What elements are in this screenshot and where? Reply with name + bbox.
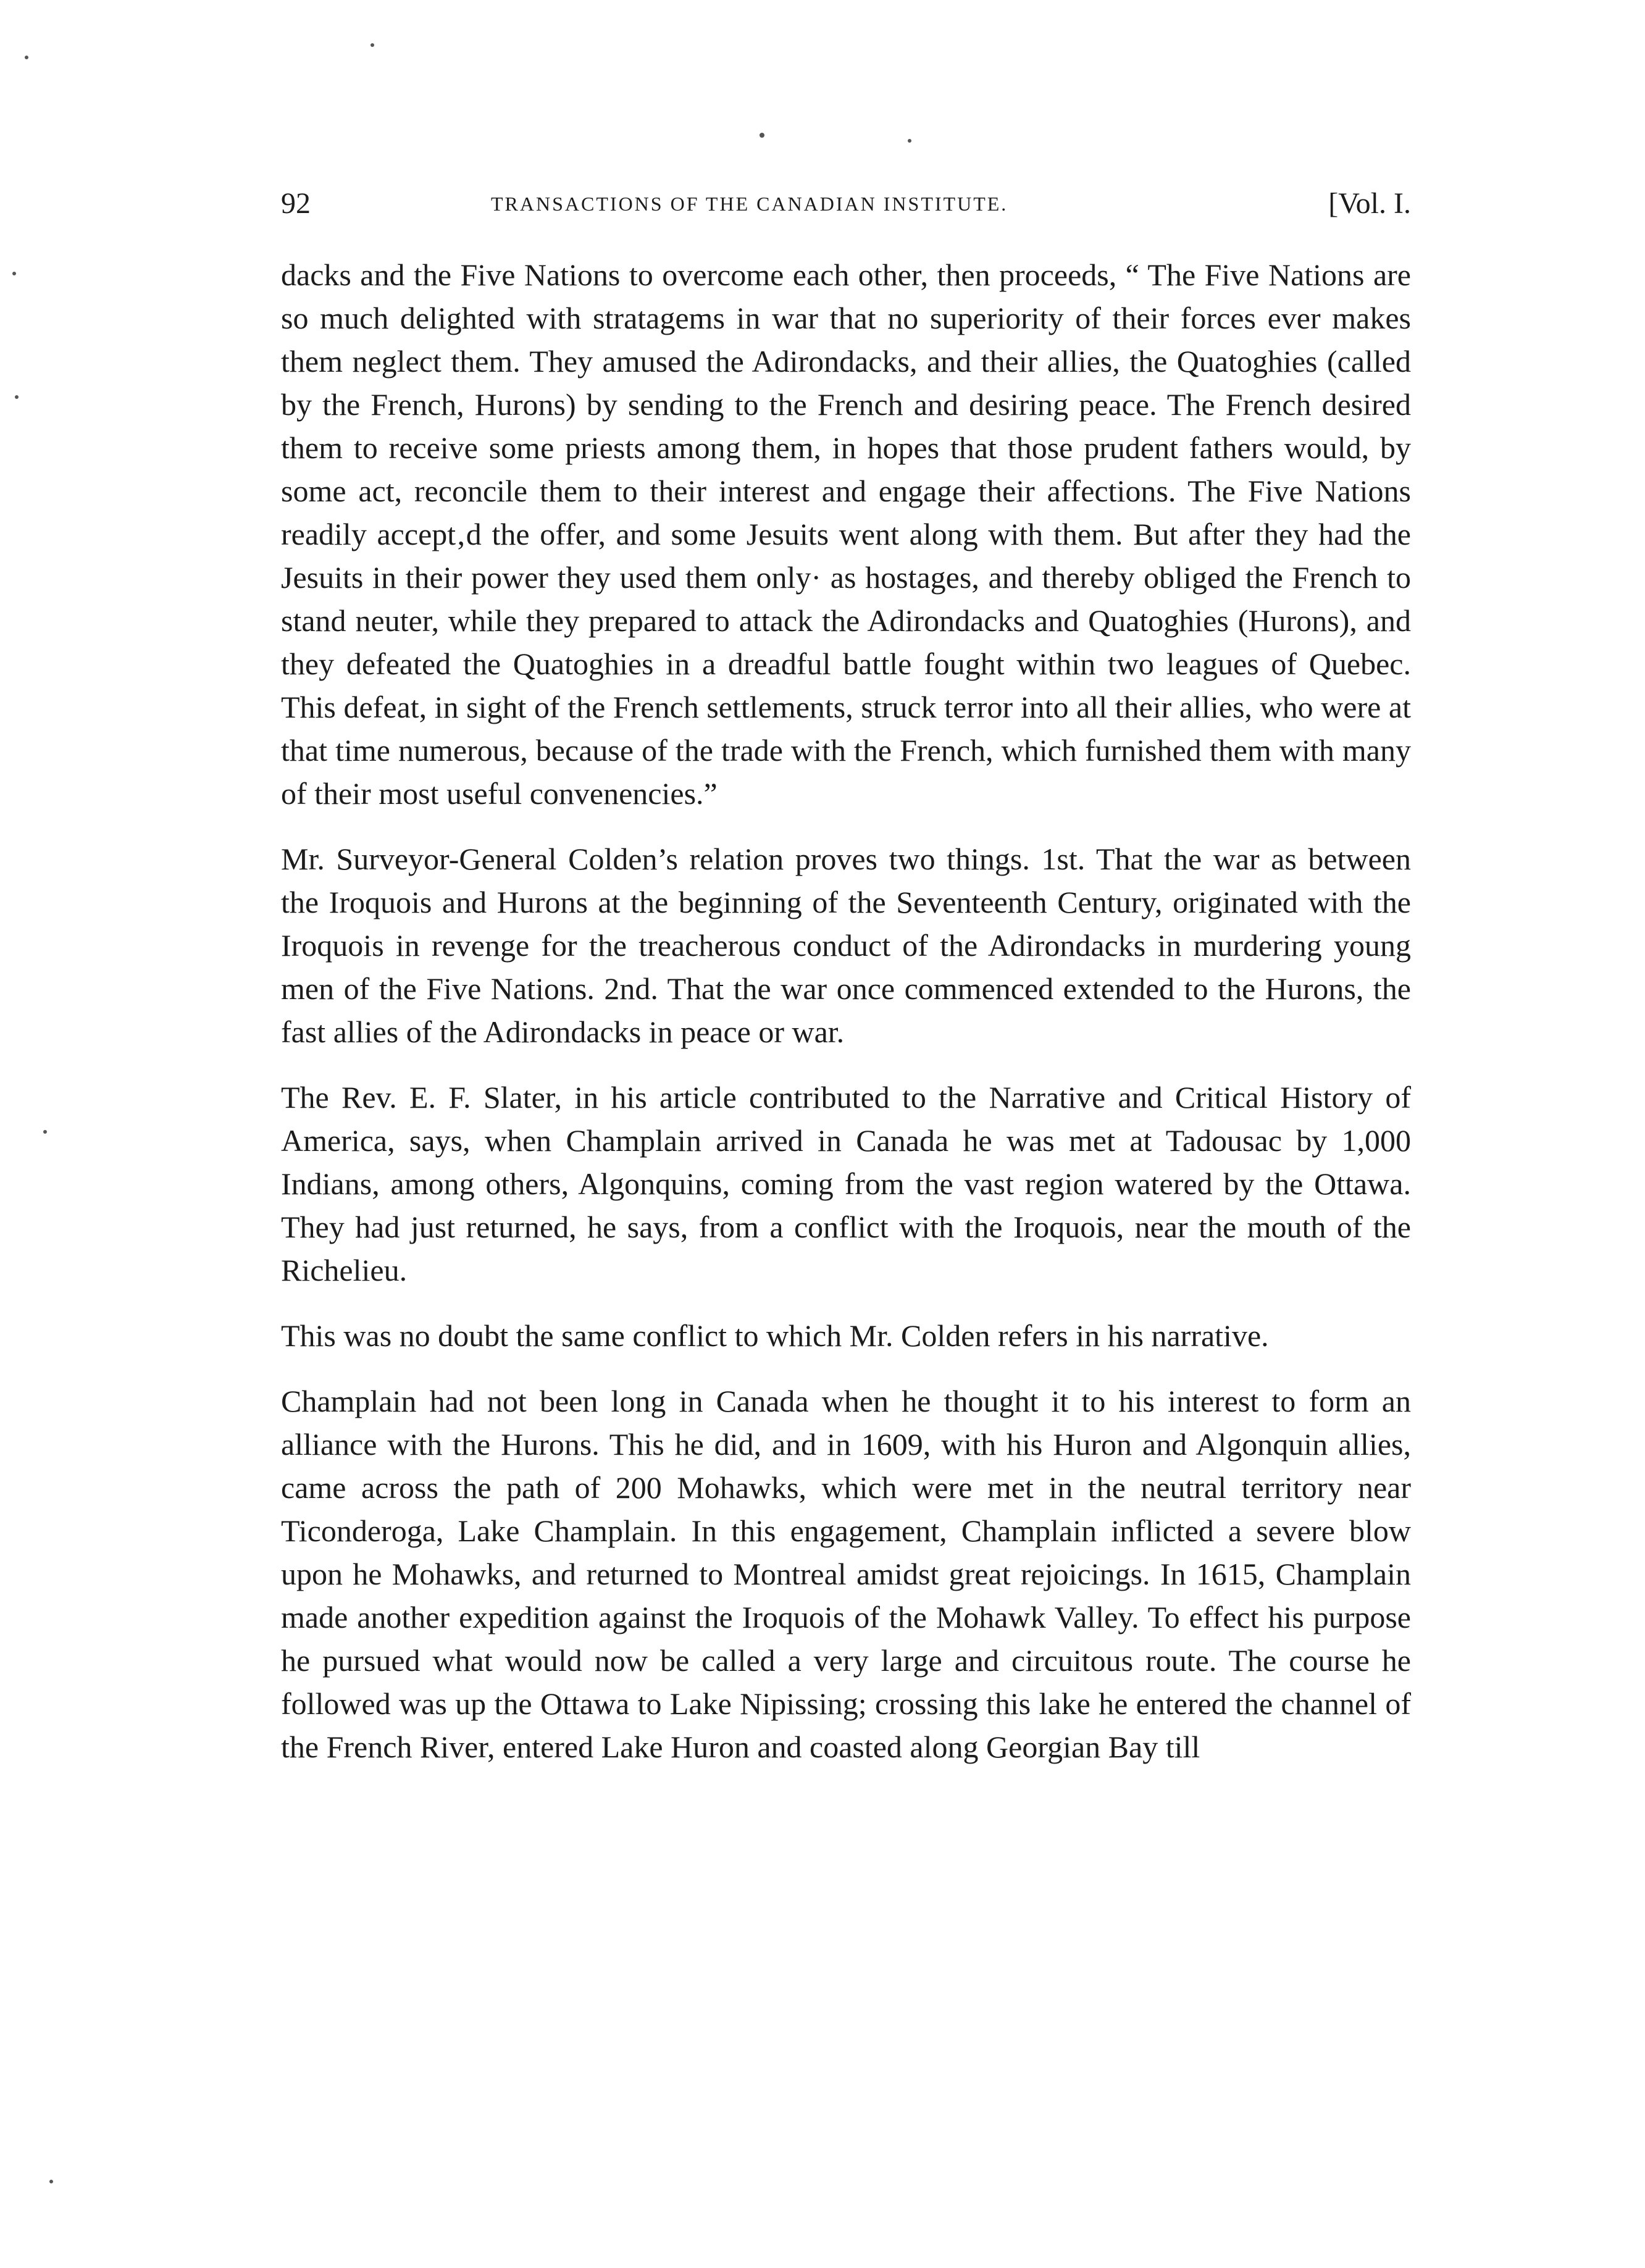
paragraph-5: Champlain had not been long in Canada when he thought it to his interest to form an alliance with the Hurons. This he did, and in 1609, with his Huron and Algonquin allies, came across the path of 200 Mohawks, which were met in the neutral territory near Ticonderoga, Lake Champlain. In this engagement, Champlain inflicted a severe blow upon he Mohawks, and returned to Montreal amidst great rejoicings. In 1615, Champlain made another expedition against the Iroquois of the Mohawk Valley. To effect his purpose he pursued what would now be called a very large and circuitous route. The course he followed was up the Ottawa to Lake Nipissing; crossing this lake he entered the channel of the French River, entered Lake Huron and coasted along Georgian Bay till	[281, 1384, 1411, 1764]
paragraph-3: The Rev. E. F. Slater, in his article contributed to the Narrative and Critical History of America, says, when Champlain arrived in Canada he was met at Tadousac by 1,000 Indians, among others, Algonquins, coming from the vast region watered by the Ottawa. They had just returned, he says, from a conflict with the Iroquois, near the mouth of the Richelieu.	[281, 1080, 1411, 1287]
page-number: 92	[281, 187, 311, 220]
scan-speck	[760, 133, 764, 138]
scan-speck	[43, 1130, 47, 1134]
scan-speck	[49, 2180, 53, 2183]
scan-speck	[25, 56, 28, 59]
scan-speck	[370, 43, 374, 47]
paragraph-4: This was no doubt the same conflict to which Mr. Colden refers in his narrative.	[281, 1318, 1269, 1353]
scan-speck	[12, 272, 16, 275]
paragraph-2: Mr. Surveyor-General Colden’s relation proves two things. 1st. That the war as between the Iroquois and Hurons at the beginning of the Seventeenth Century, originated with the Iroquois in revenge for the treacherous conduct of the Adirondacks in murdering young men of the Five Nations. 2nd. That the war once commenced extended to the Hurons, the fast allies of the Adirondacks in peace or war.	[281, 842, 1411, 1049]
page-body	[281, 253, 1411, 1788]
scan-speck	[908, 139, 911, 143]
scan-speck	[15, 395, 19, 399]
page-header	[281, 186, 1411, 236]
volume-label: [Vol. I.	[1328, 187, 1411, 220]
paragraph-1: dacks and the Five Nations to overcome each other, then proceeds, “ The Five Nations are so much delighted with stratagems in war that no superiority of their forces ever makes them neglect them. They amused the Adirondacks, and their allies, the Quatoghies (called by the French, Hurons) by sending to the French and desiring peace. The French desired them to receive some priests among them, in hopes that those prudent fathers would, by some act, reconcile them to their interest and engage their affections. The Five Nations readily accept‚d the offer, and some Jesuits went along with them. But after they had the Jesuits in their power they used them only· as hostages, and thereby obliged the French to stand neuter, while they prepared to attack the Adirondacks and Quatoghies (Hurons), and they defeated the Quatoghies in a dreadful battle fought within two leagues of Quebec. This defeat, in sight of the French settlements, struck terror into all their allies, who were at that time numerous, because of the trade with the French, which furnished them with many of their most useful convenencies.”	[281, 257, 1411, 811]
running-title: TRANSACTIONS OF THE CANADIAN INSTITUTE.	[491, 193, 1008, 215]
